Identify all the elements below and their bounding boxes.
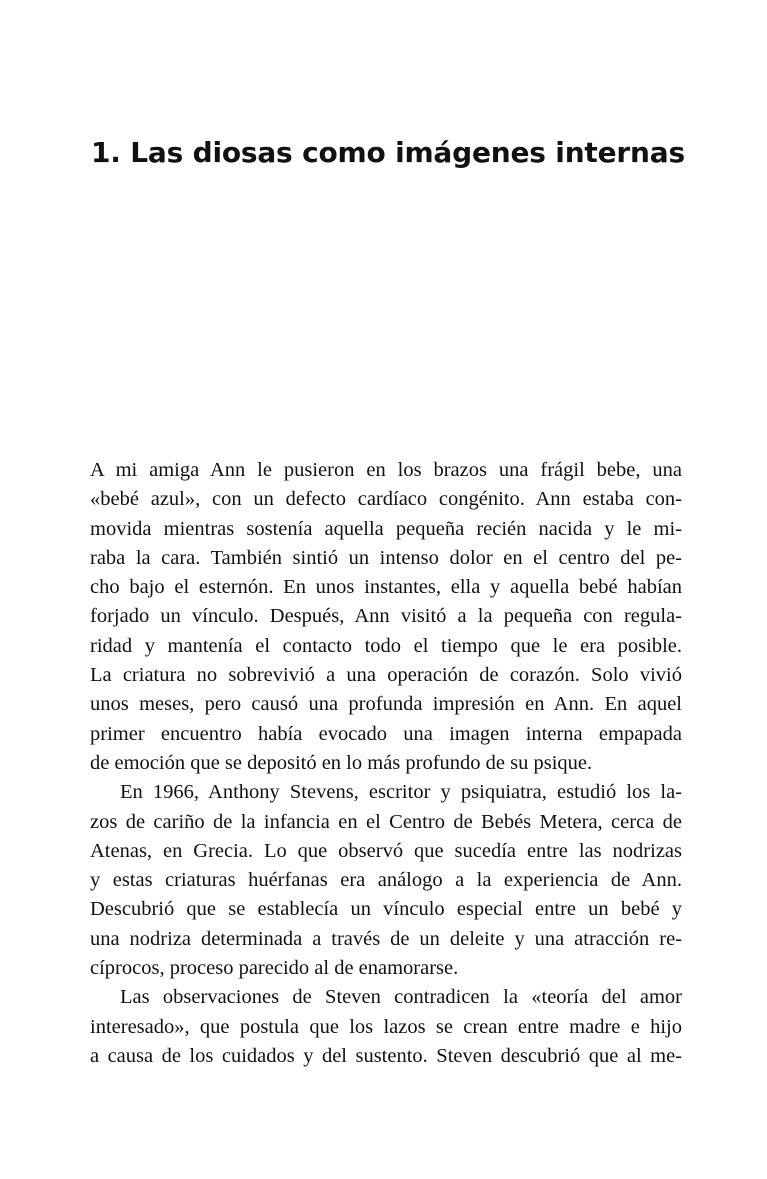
text-line: unos meses, pero causó una profunda impresión en Ann. En aquel	[90, 693, 682, 716]
text-line: Descubrió que se establecía un vínculo especial entre un bebé y	[90, 898, 682, 921]
text-line: Atenas, en Grecia. Lo que observó que sucedía entre las nodrizas	[90, 839, 682, 862]
text-line: ridad y mantenía el contacto todo el tiempo que le era posible.	[90, 634, 682, 657]
text-line: forjado un vínculo. Después, Ann visitó a la pequeña con regula-	[90, 605, 682, 628]
paragraph-3	[90, 983, 682, 1071]
text-line: zos de cariño de la infancia en el Centro de Bebés Metera, cerca de	[90, 810, 682, 833]
text-line: raba la cara. También sintió un intenso dolor en el centro del pe-	[90, 546, 682, 569]
text-line: La criatura no sobrevivió a una operación de corazón. Solo vivió	[90, 664, 682, 687]
text-line: interesado», que postula que los lazos se crean entre madre e hijo	[90, 1015, 682, 1038]
text-line: cho bajo el esternón. En unos instantes, ella y aquella bebé habían	[90, 576, 682, 599]
paragraph-2	[90, 778, 682, 983]
text-line: y estas criaturas huérfanas era análogo a la experiencia de Ann.	[90, 869, 682, 892]
text-line: de emoción que se depositó en lo más profundo de su psique.	[90, 751, 593, 774]
text-line: A mi amiga Ann le pusieron en los brazos una frágil bebe, una	[90, 459, 682, 481]
text-line: movida mientras sostenía aquella pequeña recién nacida y le mi-	[90, 517, 682, 540]
text-line: En 1966, Anthony Stevens, escritor y psiquiatra, estudió los la-	[120, 781, 682, 804]
text-line: Las observaciones de Steven contradicen la «teoría del amor	[120, 986, 682, 1009]
text-line: «bebé azul», con un defecto cardíaco congénito. Ann estaba con-	[90, 488, 682, 511]
body-text	[90, 456, 682, 1071]
text-line: primer encuentro había evocado una imagen interna empapada	[90, 722, 682, 745]
text-line: a causa de los cuidados y del sustento. Steven descubrió que al me-	[90, 1044, 682, 1067]
paragraph-1	[90, 456, 682, 778]
text-line: una nodriza determinada a través de un deleite y una atracción re-	[90, 927, 682, 950]
chapter-title: 1. Las diosas como imágenes internas	[91, 136, 685, 169]
text-line: cíprocos, proceso parecido al de enamorarse.	[90, 957, 459, 980]
